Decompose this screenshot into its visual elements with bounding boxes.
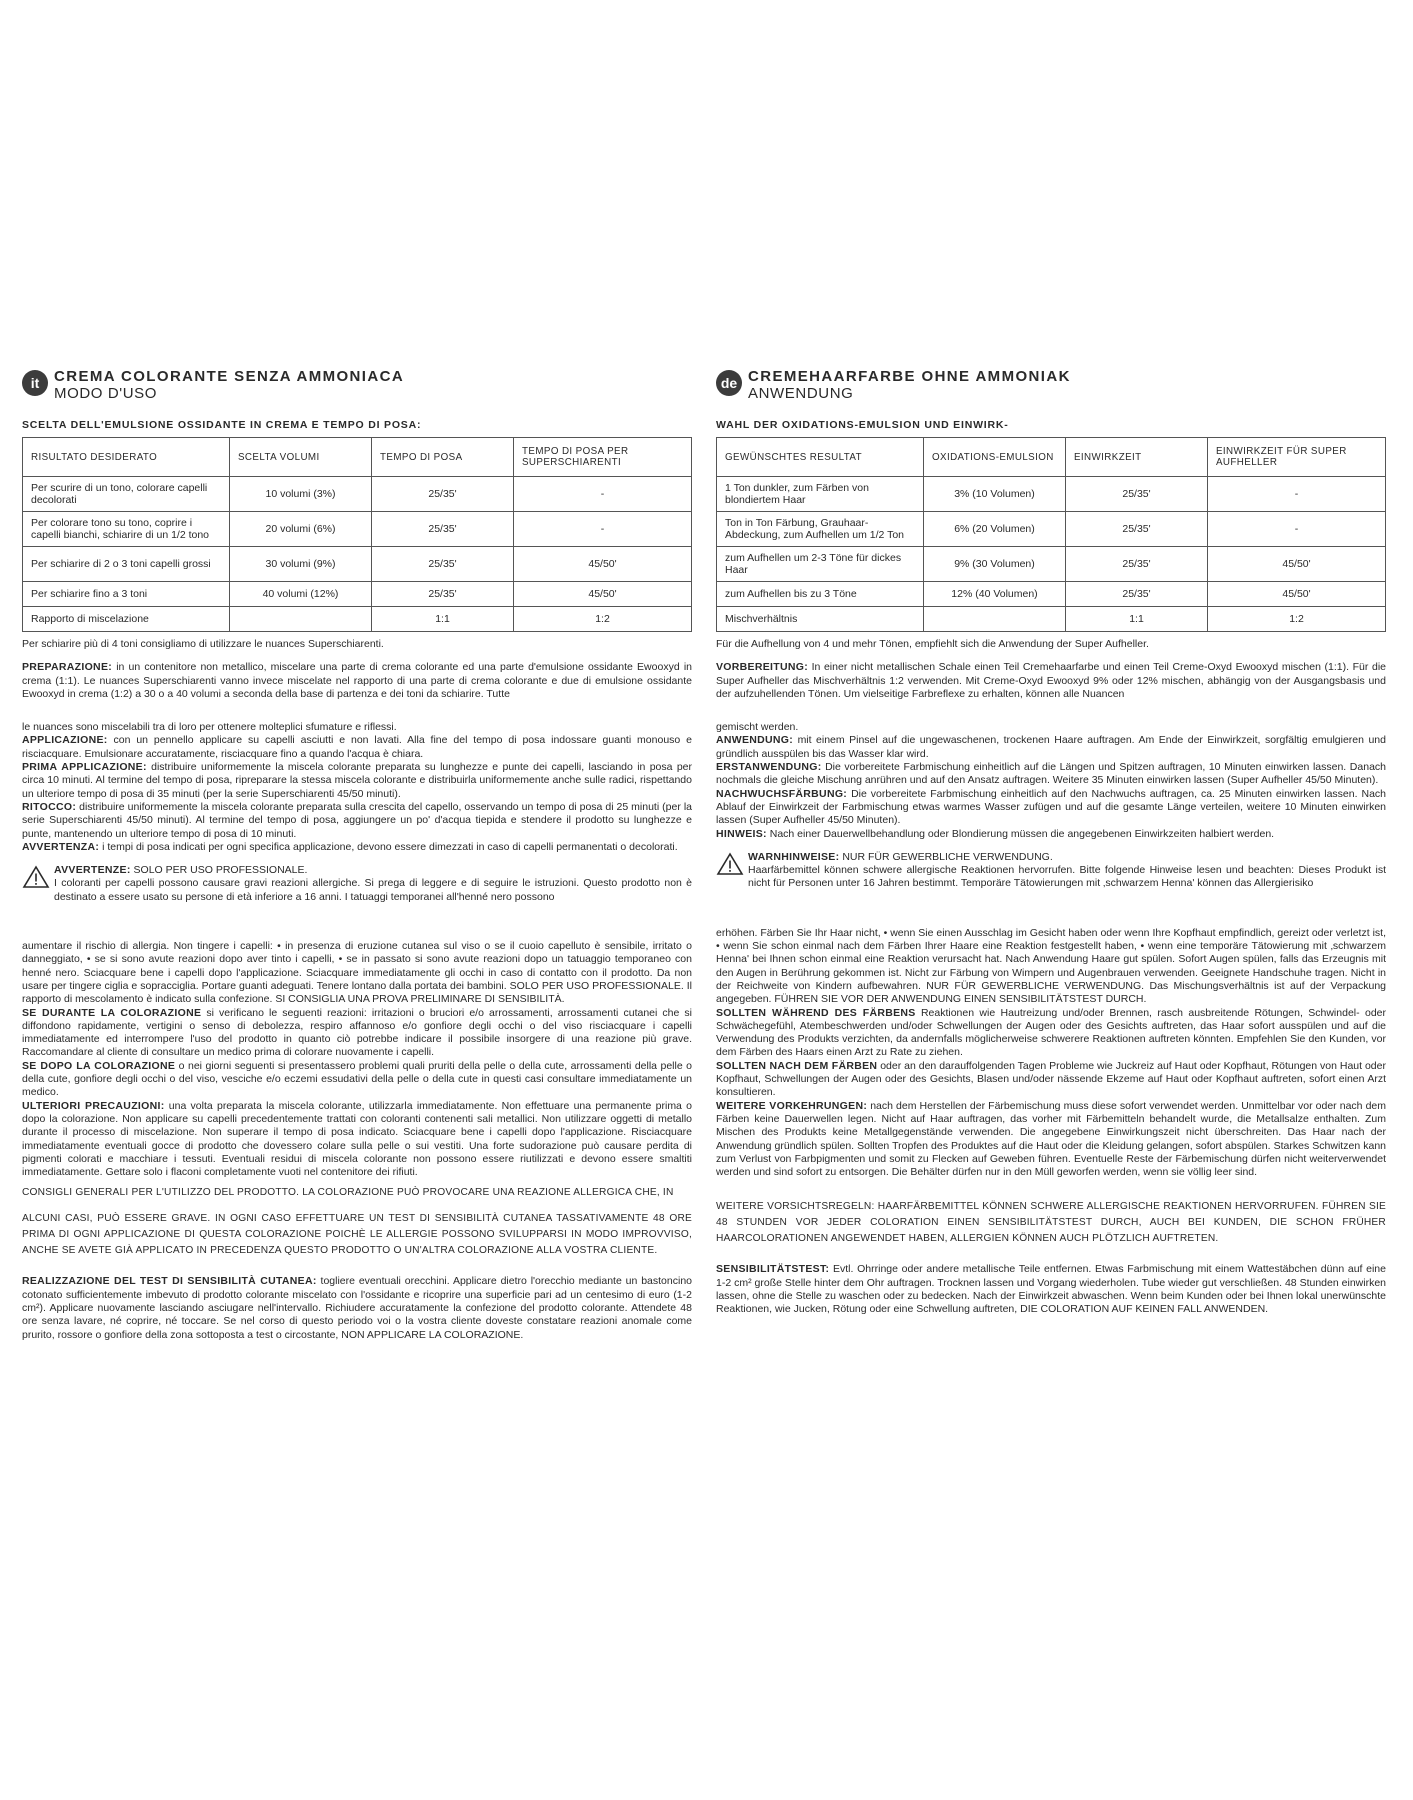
regrowth-paragraph [716, 788, 1386, 828]
general-advice-line: CONSIGLI GENERALI PER L'UTILIZZO DEL PRODOTTO. LA COLORAZIONE PUÒ PROVOCARE UNA REAZIONE ALLERGICA CHE, IN [22, 1187, 674, 1199]
sensitivity-test-text: Evtl. Ohrringe oder andere metallische Teile entfernen. Etwas Farbmischung mit einem Wattestäbchen dünn auf eine 1-2 cm² große Stelle hinter dem Ohr auftragen. Trocknen lassen und Vorgang wiederholen. Tube wieder gut verschließen. 48 Stunden einwirken lassen, ohne die Stelle zu waschen oder zu bedecken. Nach der Einwirkzeit abwaschen. Wenn beim Kunden oder bei Ihnen lokal unerwünschte Reaktionen, wie Jucken, Rötung oder eine Schwellung auftreten, DIE COLORATION AUF KEINEN FALL ANWENDEN. [716, 1263, 1386, 1316]
table-cell: 45/50' [1208, 582, 1386, 607]
warnings-block [22, 864, 692, 904]
application-text: mit einem Pinsel auf die ungewaschenen, trockenen Haare auftragen. Am Ende der Einwirkzeit, sorgfältig emulgieren und gründlich ausspülen bis das Wasser klar wird. [716, 734, 1386, 760]
notice-paragraph [22, 841, 692, 854]
sensitivity-test-label: REALIZZAZIONE DEL TEST DI SENSIBILITÀ CUTANEA: [22, 1275, 317, 1288]
table-cell: 20 volumi (6%) [230, 512, 372, 547]
after-coloring-label: SE DOPO LA COLORAZIONE [22, 1059, 176, 1072]
during-coloring-paragraph [22, 1007, 692, 1060]
table-cell: 25/35' [372, 477, 514, 512]
further-precautions-label: WEITERE VORKEHRUNGEN: [716, 1099, 868, 1112]
general-advice-text: ALCUNI CASI, PUÒ ESSERE GRAVE. IN OGNI CASO EFFETTUARE UN TEST DI SENSIBILITÀ CUTANEA TASSATIVAMENTE 48 ORE PRIMA DI OGNI APPLICAZIONE DI QUESTA COLORAZIONE POICHÈ LE ALLERGIE POSSONO SVILUPPARSI IN MODO IMPROVVISO, ANCHE SE AVETE GIÀ APPLICATO IN PRECEDENZA QUESTO PRODOTTO O UN'ALTRA COLORAZIONE ALLA VOSTRA CLIENTE. [22, 1213, 692, 1257]
sensitivity-test-paragraph [22, 1275, 692, 1341]
table-cell: 30 volumi (9%) [230, 547, 372, 582]
table-cell: 25/35' [372, 547, 514, 582]
warnings-continued: aumentare il rischio di allergia. Non tingere i capelli: • in presenza di eruzione cutanea sul viso o se il cuoio capelluto è sensibile, irritato o danneggiato, • se si sono avute reazioni dopo aver tinto i capelli, • se in passato si sono avute reazioni dopo un tatuaggio temporaneo con henné nero. Sciacquare bene i capelli dopo l'applicazione. Sciacquare immediatamente gli occhi in caso di contatto con il prodotto. Da non usare per tingere ciglia e sopracciglia. Portare guanti adeguati. Tenere lontano dalla portata dei bambini. SOLO PER USO PROFESSIONALE. Il rapporto di mescolamento è indicato sulla confezione. SI CONSIGLIA UNA PROVA PRELIMINARE DI SENSIBILITÀ. [22, 940, 692, 1006]
notice-text: Nach einer Dauerwellbehandlung oder Blondierung müssen die angegebenen Einwirkzeiten halbiert werden. [769, 827, 1275, 840]
application-paragraph [22, 734, 692, 761]
table-cell: - [1208, 512, 1386, 547]
section-header [22, 368, 692, 408]
table-cell: Rapporto di miscelazione [23, 607, 230, 632]
application-text: con un pennello applicare su capelli asciutti e non lavati. Alla fine del tempo di posa indossare guanti monouso e risciacquare. Emulsionare accuratamente, risciacquare fino a quando l'acqua è chiara. [22, 734, 692, 760]
table-cell: 45/50' [1208, 547, 1386, 582]
table-cell: 1:2 [1208, 607, 1386, 632]
page-subtitle: MODO D'USO [54, 385, 158, 402]
table-cell [924, 607, 1066, 632]
during-coloring-text: Reaktionen wie Hautreizung und/oder Brennen, rasch ausbreitende Rötungen, Schwindel- oder Schwächegefühl, Atembeschwerden und/oder Schwellungen der Augen oder des Gesichts auftreten, das Haar sofort ausspülen und auf die Verwendung des Produkts verzichten, da andernfalls möglicherweise schwerere Reaktionen auftreten könnten. Empfehlen Sie den Kunden, vor dem Färben des Haars einen Arzt zu Rate zu ziehen. [716, 1006, 1386, 1059]
language-badge-de: de [716, 370, 742, 396]
warnings-paragraph [54, 864, 692, 904]
table-cell: Mischverhältnis [717, 607, 924, 632]
regrowth-text: Die vorbereitete Farbmischung einheitlich auf den Nachwuchs auftragen, ca. 25 Minuten einwirken lassen. Nach Ablauf der Einwirkzeit der Farbmischung etwas warmes Wasser zufügen und auf die gesamte Länge verteilen, weitere 10 Minuten einwirken lassen (Super Aufheller 45/50 Minuten). [716, 787, 1387, 827]
regrowth-label: NACHWUCHSFÄRBUNG: [716, 787, 848, 800]
during-coloring-label: SOLLTEN WÄHREND DES FÄRBENS [716, 1006, 916, 1019]
preparation-text: In einer nicht metallischen Schale einen Teil Cremehaarfarbe und einen Teil Creme-Oxyd Ewooxyd mischen (1:1). Für die Super Aufheller das Mischverhältnis 1:2 verwenden. Mit Creme-Oxyd Ewooxyd 9% oder 12% mischen, abhängig von der Ausgangsbasis und der aufzuhellenden Tönen. Um vielseitige Farbreflexe zu erhalten, können alle Nuancen [716, 661, 1386, 700]
after-coloring-label: SOLLTEN NACH DEM FÄRBEN [716, 1059, 878, 1072]
table-cell: 25/35' [372, 582, 514, 607]
further-precautions-text: nach dem Herstellen der Färbemischung muss diese sofort verwendet werden. Unmittelbar vor oder nach dem Färben keine Dauerwellen legen. Nicht auf Haar auftragen, das vorher mit Färbemitteln behandelt wurde, die Metallsalze enthalten. Zum Mischen des Produkts keine Metallgegenstände verwenden. Die angegebene Einwirkungszeit nicht überschreiten. Das Haar nach der Anwendung gründlich spülen. Sollten Tropfen des Produktes auf die Haut oder die Kleidung gelangen, sofort abspülen. Starkes Schwitzen kann zum Verlust von Farbpigmenten und somit zu Flecken auf Geweben führen. Eventuelle Reste der Färbemischung dürfen nicht weiterverwendet werden und sind sofort zu entsorgen. Die Behälter dürfen nur in den Müll geworfen werden, wenn sie völlig leer sind. [716, 1099, 1386, 1179]
table-cell: 1:1 [1066, 607, 1208, 632]
sensitivity-test-paragraph [716, 1263, 1386, 1316]
further-precautions-text: una volta preparata la miscela colorante, utilizzarla immediatamente. Non effettuare una permanente prima o dopo la colorazione. Non applicare su capelli precedentemente trattati con coloranti contenenti sali metallici. Non utilizzare oggetti di metallo durante il processo di miscelazione. Non superare il tempo di posa indicato. Sciacquare bene i capelli dopo l'applicazione. Risciacquare immediatamente eventuali gocce di prodotto che dovessero colare sulla pelle o sui vestiti. Una forte sudorazione può causare perdita di pigmenti colorati e macchiare i tessuti. Eventuali residui di miscela colorante non possono essere riutilizzati e devono essere smaltiti immediatamente. Gettare solo i flaconi completamente vuoti nel contenitore dei rifiuti. [22, 1099, 692, 1179]
table-cell: 10 volumi (3%) [230, 477, 372, 512]
preparation-continued: le nuances sono miscelabili tra di loro per ottenere molteplici sfumature e riflessi. [22, 721, 397, 734]
preparation-text: in un contenitore non metallico, miscelare una parte di crema colorante ed una parte d'emulsione ossidante Ewooxyd in crema (1:1). Le nuances Superschiarenti vanno invece miscelate nel rapporto di una parte di crema colorante e due di emulsione ossidante Ewooxyd in crema (1:2) a 30 o a 40 volumi a seconda della base di partenza e dei toni da schiarire. Tutte [22, 661, 692, 700]
warnings-label: AVVERTENZE: [54, 864, 131, 877]
preparation-label: PREPARAZIONE: [22, 661, 113, 674]
table-note: Für die Aufhellung von 4 und mehr Tönen, empfiehlt sich die Anwendung der Super Aufheller. [716, 638, 1149, 650]
during-coloring-paragraph [716, 1007, 1386, 1060]
table-heading: SCELTA DELL'EMULSIONE OSSIDANTE IN CREMA E TEMPO DI POSA: [22, 419, 422, 431]
table-cell: 9% (30 Volumen) [924, 547, 1066, 582]
table-cell: Per colorare tono su tono, coprire i capelli bianchi, schiarire di un 1/2 tono [23, 512, 230, 547]
table-cell: 45/50' [514, 547, 692, 582]
column-header: OXIDATIONS-EMULSION [924, 438, 1066, 477]
table-row [717, 582, 1386, 607]
warnings-head: SOLO PER USO PROFESSIONALE. [133, 864, 308, 877]
table-cell: 3% (10 Volumen) [924, 477, 1066, 512]
table-cell: 25/35' [372, 512, 514, 547]
column-header: EINWIRKZEIT FÜR SUPER AUFHELLER [1208, 438, 1386, 477]
further-precautions-paragraph [22, 1100, 692, 1180]
table-cell: 25/35' [1066, 582, 1208, 607]
table-cell: 12% (40 Volumen) [924, 582, 1066, 607]
table-cell: Per scurire di un tono, colorare capelli decolorati [23, 477, 230, 512]
column-header: TEMPO DI POSA PER SUPERSCHIARENTI [514, 438, 692, 477]
notice-text: i tempi di posa indicati per ogni specifica applicazione, devono essere dimezzati in caso di capelli permanentati o decolorati. [102, 840, 678, 853]
table-cell: 25/35' [1066, 477, 1208, 512]
warnings-text: I coloranti per capelli possono causare gravi reazioni allergiche. Si prega di leggere e di seguire le istruzioni. Questo prodotto non è destinato a essere usato su persone di età inferiore a 16 anni. I tatuaggi temporanei all'henné nero possono [54, 877, 692, 903]
application-label: ANWENDUNG: [716, 734, 794, 747]
column-header: GEWÜNSCHTES RESULTAT [717, 438, 924, 477]
during-coloring-text: si verificano le seguenti reazioni: irritazioni o bruciori e/o arrossamenti, arrossamenti cutanei che si diffondono rapidamente, vertigini o senso di debolezza, respiro affannoso e/o gonfiore degli occhi o del viso risciacquare i capelli immediatamente ed interrompere l'uso del prodotto in quanto ciò potrebbe indicare il possibile insorgere di una reazione più grave. Raccomandare al cliente di consultare un medico prima di colorare nuovamente i capelli. [22, 1006, 693, 1059]
during-coloring-label: SE DURANTE LA COLORAZIONE [22, 1006, 202, 1019]
notice-paragraph [716, 828, 1386, 841]
table-row [23, 547, 692, 582]
table-cell: Ton in Ton Färbung, Grauhaar-Abdeckung, zum Aufhellen um 1/2 Ton [717, 512, 924, 547]
table-cell: 1:2 [514, 607, 692, 632]
table-row [23, 607, 692, 632]
table-cell: 45/50' [514, 582, 692, 607]
emulsion-table [22, 437, 692, 632]
table-cell [230, 607, 372, 632]
table-cell: 40 volumi (12%) [230, 582, 372, 607]
column-header: RISULTATO DESIDERATO [23, 438, 230, 477]
preparation-continued: gemischt werden. [716, 721, 799, 734]
sensitivity-test-label: SENSIBILITÄTSTEST: [716, 1263, 830, 1276]
preparation-label: VORBEREITUNG: [716, 661, 808, 674]
column-header: EINWIRKZEIT [1066, 438, 1208, 477]
table-cell: - [514, 512, 692, 547]
table-cell: 25/35' [1066, 512, 1208, 547]
sensitivity-test-text: togliere eventuali orecchini. Applicare dietro l'orecchio mediante un bastoncino cotonato sufficientemente imbevuto di prodotto colorante miscelato con l'ossidante e ricoprire una superficie pari ad un centesimo di euro (1-2 cm²). Applicare nuovamente lasciando asciugare nell'intervallo. Richiudere accuratamente la confezione del prodotto colorante. Attendete 48 ore senza lavare, né coprire, né toccare. Se nel corso di questo periodo voi o la vostra cliente doveste constatare reazioni anomale come prurito, rossore o gonfiore della zona sottoposta a test o circostante, NON APPLICARE LA COLORAZIONE. [22, 1275, 693, 1341]
warnings-continued: erhöhen. Färben Sie Ihr Haar nicht, • wenn Sie einen Ausschlag im Gesicht haben oder wenn Ihre Kopfhaut empfindlich, gereizt oder verletzt ist, • wenn Sie schon einmal nach dem Färben Ihrer Haare eine Reaktion festgestellt haben, • wenn eine temporäre Tätowierung mit ‚schwarzem Henna' bei Ihnen schon einmal eine Reaktion verursacht hat. Nach Anwendung Haare gut spülen. Sofort Augen spülen, falls das Erzeugnis mit den Augen in Berührung gekommen ist. Nicht zur Färbung von Wimpern und Augenbrauen verwenden. Geeignete Handschuhe tragen. Nicht in der Reichweite von Kindern aufbewahren. NUR FÜR GEWERBLICHE VERWENDUNG. Das Mischungsverhältnis ist auf der Verpackung angegeben. FÜHREN SIE VOR DER ANWENDUNG EINEN SENSIBILITÄTSTEST DURCH. [716, 926, 1386, 1006]
table-row [717, 607, 1386, 632]
after-coloring-text: o nei giorni seguenti si presentassero problemi quali pruriti della pelle o della cute, arrossamenti della pelle o della cute, gonfiore degli occhi o del viso, vesciche e/o eczemi essudativi della pelle o della cute in questi casi consultare immediatamente un medico. [22, 1059, 692, 1099]
column-header: TEMPO DI POSA [372, 438, 514, 477]
page-subtitle: ANWENDUNG [748, 385, 854, 402]
warnings-block [716, 851, 1386, 891]
after-coloring-paragraph [22, 1060, 692, 1100]
page-title: CREMA COLORANTE SENZA AMMONIACA [54, 368, 405, 385]
warnings-label: WARNHINWEISE: [748, 850, 840, 863]
table-cell: 1:1 [372, 607, 514, 632]
table-row [23, 477, 692, 512]
first-application-paragraph [716, 761, 1386, 788]
first-application-label: ERSTANWENDUNG: [716, 761, 822, 774]
table-cell: 1 Ton dunkler, zum Färben von blondiertem Haar [717, 477, 924, 512]
page-title: CREMEHAARFARBE OHNE AMMONIAK [748, 368, 1071, 385]
preparation-paragraph [22, 661, 692, 701]
language-badge-it: it [22, 370, 48, 396]
first-application-label: PRIMA APPLICAZIONE: [22, 761, 147, 774]
warning-triangle-icon [22, 865, 50, 889]
after-coloring-text: oder an den darauffolgenden Tagen Probleme wie Juckreiz auf Haut oder Kopfhaut, Rötungen von Haut oder Kopfhaut, Schwellungen der Augen oder des Gesichts, Blasen und/oder nässende Ekzeme auf Haut oder Kopfhaut auftreten, sofort einen Arzt konsultieren. [716, 1059, 1386, 1099]
table-row [717, 547, 1386, 582]
table-row [717, 477, 1386, 512]
first-application-text: distribuire uniformemente la miscela colorante preparata su lunghezze e punte dei capelli, lasciando in posa per circa 10 minuti. Al termine del tempo di posa, ripreparare la stessa miscela colorante e distribuirla uniformemente anche sulle radici, rispettando un ulteriore tempo di posa di 35 minuti (per la serie Superschiarenti 45/50 minuti). [22, 761, 693, 800]
notice-label: HINWEIS: [716, 827, 767, 840]
warnings-text: Haarfärbemittel können schwere allergische Reaktionen hervorrufen. Bitte folgende Hinweise lesen und beachten: Dieses Produkt ist nicht für Personen unter 16 Jahren bestimmt. Temporäre Tätowierungen mit ‚schwarzem Henna' können das Allergierisiko [748, 864, 1386, 890]
first-application-text: Die vorbereitete Farbmischung einheitlich auf die Längen und Spitzen auftragen, 10 Minuten einwirken lassen. Danach nochmals die gleiche Mischung anrühren und auf den Ansatz auftragen. Weitere 35 Minuten einwirken lassen (Super Aufheller 45/50 Minuten). [716, 761, 1387, 787]
warnings-paragraph [748, 851, 1386, 891]
further-precautions-label: ULTERIORI PRECAUZIONI: [22, 1099, 165, 1112]
table-cell: 25/35' [1066, 547, 1208, 582]
table-cell: - [514, 477, 692, 512]
warnings-head: NUR FÜR GEWERBLICHE VERWENDUNG. [842, 850, 1053, 863]
after-coloring-paragraph [716, 1060, 1386, 1100]
table-cell: Per schiarire fino a 3 toni [23, 582, 230, 607]
column-header: SCELTA VOLUMI [230, 438, 372, 477]
table-note: Per schiarire più di 4 toni consigliamo di utilizzare le nuances Superschiarenti. [22, 638, 384, 650]
touchup-label: RITOCCO: [22, 800, 77, 813]
table-cell: zum Aufhellen bis zu 3 Töne [717, 582, 924, 607]
first-application-paragraph [22, 761, 692, 801]
section-header [716, 368, 1386, 408]
table-cell: Per schiarire di 2 o 3 toni capelli grossi [23, 547, 230, 582]
table-cell: 6% (20 Volumen) [924, 512, 1066, 547]
warning-triangle-icon [716, 852, 744, 876]
italian-column [22, 368, 692, 1342]
table-row [23, 582, 692, 607]
touchup-text: distribuire uniformemente la miscela colorante preparata sulla crescita del capello, osservando un tempo di posa di 25 minuti (per la serie Superschiarenti 45/50 minuti). Al termine del tempo di posa, aggiungere un po' d'acqua tiepida e stendere il prodotto su lunghezze e punte, mantenendo un ulteriore tempo di posa di 10 minuti. [22, 800, 692, 840]
table-heading: WAHL DER OXIDATIONS-EMULSION UND EINWIRK- [716, 419, 1009, 431]
table-cell: - [1208, 477, 1386, 512]
emulsion-table [716, 437, 1386, 632]
touchup-paragraph [22, 801, 692, 841]
preparation-paragraph [716, 661, 1386, 701]
general-advice-text: WEITERE VORSICHTSREGELN: HAARFÄRBEMITTEL KÖNNEN SCHWERE ALLERGISCHE REAKTIONEN HERVORRUFEN. FÜHREN SIE 48 STUNDEN VOR JEDER COLORATION EINEN SENSIBILITÄTSTEST DURCH, AUCH BEI KUNDEN, DIE SCHON FRÜHER HAARCOLORATIONEN ANGEWENDET HABEN, ALLERGIEN KÖNNEN AUCH PLÖTZLICH AUFTRETEN. [716, 1201, 1386, 1245]
notice-label: AVVERTENZA: [22, 840, 100, 853]
table-cell: zum Aufhellen um 2-3 Töne für dickes Haar [717, 547, 924, 582]
application-label: APPLICAZIONE: [22, 734, 108, 747]
german-column [716, 368, 1386, 1317]
table-row [23, 512, 692, 547]
further-precautions-paragraph [716, 1100, 1386, 1180]
table-row [717, 512, 1386, 547]
application-paragraph [716, 734, 1386, 761]
